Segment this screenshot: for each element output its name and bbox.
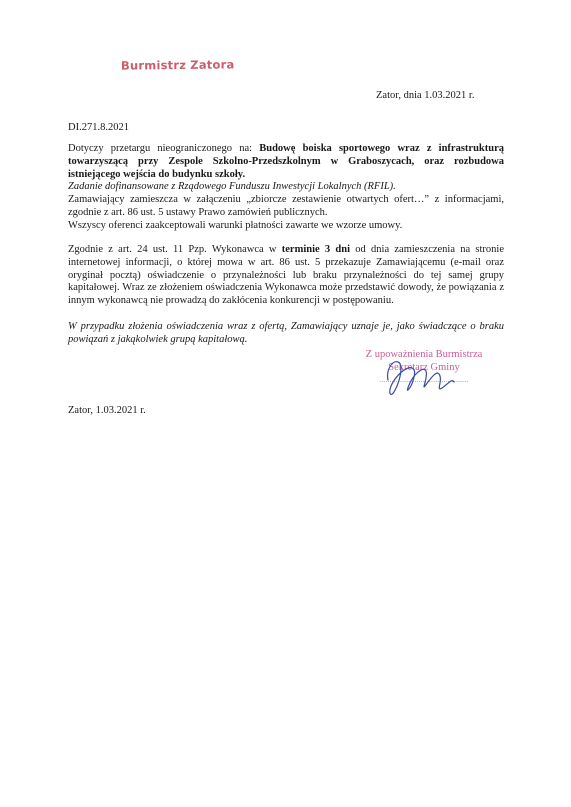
reference-number: DI.271.8.2021: [68, 122, 129, 133]
footer-date: Zator, 1.03.2021 r.: [68, 405, 146, 416]
subject-lead: Dotyczy przetargu nieograniczonego na:: [68, 143, 260, 154]
authorization-dots: ...........................................: [379, 375, 469, 384]
deadline-bold: terminie 3 dni: [281, 244, 351, 255]
attachment-text: Zamawiający zamieszcza w załączeniu „zbiorcze zestawienie otwartych ofert…” z informacjami, zgodnie z art. 86 ust. 5 ustawy Prawo zamówień publicznych.: [68, 194, 504, 218]
cofinancing-note: Zadanie dofinansowane z Rządowego Funduszu Inwestycji Lokalnych (RFIL).: [68, 181, 396, 193]
attachment-paragraph: [68, 194, 504, 232]
subject-paragraph: [68, 143, 504, 194]
authorization-line1: Z upoważnienia Burmistrza: [365, 349, 483, 360]
deadline-before: Zgodnie z art. 24 ust. 11 Pzp. Wykonawca w: [68, 244, 282, 255]
declaration-paragraph: W przypadku złożenia oświadczenia wraz z ofertą, Zamawiający uznaje je, jako świadczące o braku powiązań z jakąkolwiek grupą kapitałową.: [68, 321, 504, 345]
subject-title: Budowę boiska sportowego wraz z infrastrukturą towarzyszącą przy Zespole Szkolno-Przedszkolnym w Graboszycach, oraz rozbudowa istniejącego wejścia do budynku szkoły.: [68, 143, 504, 180]
mayor-stamp: Burmistrz Zatora: [120, 57, 235, 73]
deadline-after: od dnia zamieszczenia na stronie internetowej informacji, o której mowa w art. 86 ust. 5 przekazuje Zamawiającemu (e-mail oraz oryginał pocztą) oświadczenie o przynależności lub braku przynależności do tej samej grupy kapitałowej. Wraz ze złożeniem oświadczenia Wykonawca może przedstawić dowody, że powiązania z innym wykonawcą nie prowadzą do zakłócenia konkurencji w postępowaniu.: [68, 244, 505, 307]
handwritten-signature: [378, 352, 460, 402]
place-date: Zator, dnia 1.03.2021 r.: [376, 90, 475, 101]
deadline-paragraph: [68, 244, 504, 308]
payment-terms-text: Wszyscy oferenci zaakceptowali warunki płatności zawarte we wzorze umowy.: [68, 219, 403, 231]
authorization-line2: Sekretarz Gminy: [388, 361, 460, 373]
